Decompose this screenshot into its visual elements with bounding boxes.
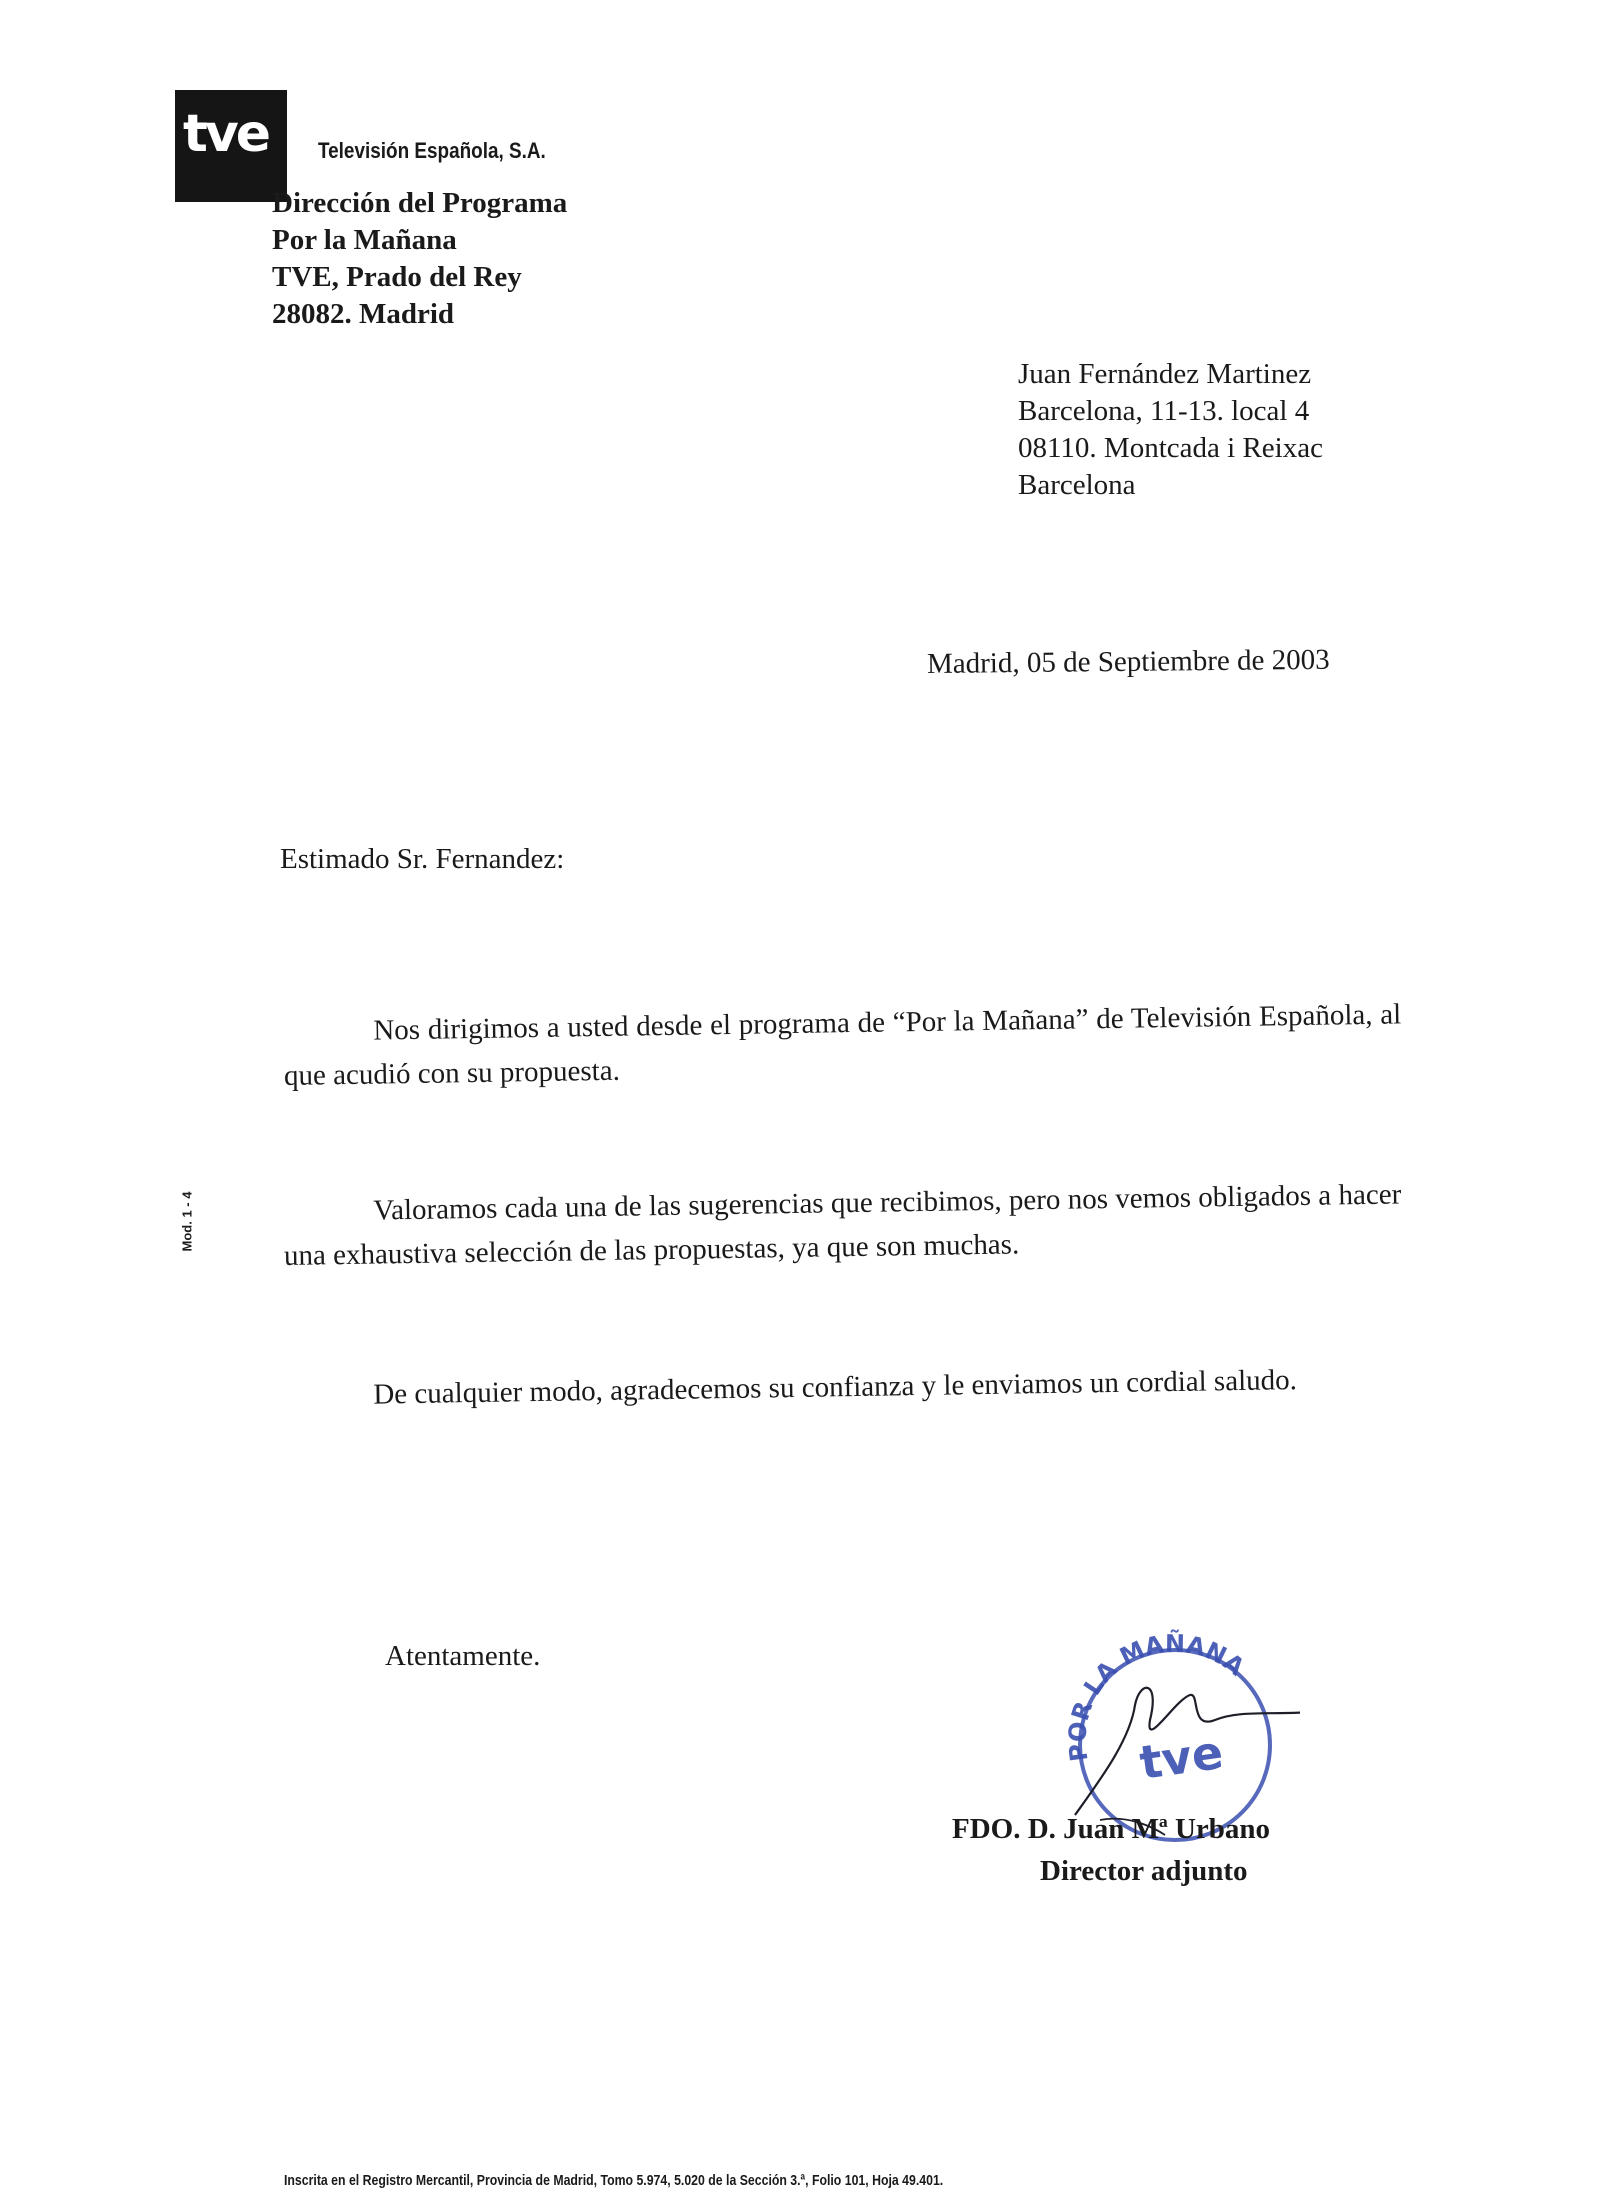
recipient-address bbox=[1018, 356, 1323, 504]
company-name: Televisión Española, S.A. bbox=[318, 138, 546, 163]
body-paragraph: Nos dirigimos a usted desde el programa de “Por la Mañana” de Televisión Española, al que acudió con su propuesta. bbox=[283, 998, 1402, 1092]
recipient-line: Barcelona bbox=[1018, 469, 1136, 501]
footer-registration: Inscrita en el Registro Mercantil, Provincia de Madrid, Tomo 5.974, 5.020 de la Sección 3.ª, Folio 101, Hoja 49.401. bbox=[284, 2172, 944, 2189]
tve-logo-text: tve bbox=[183, 104, 269, 164]
salutation: Estimado Sr. Fernandez: bbox=[280, 843, 565, 875]
recipient-line: Barcelona, 11-13. local 4 bbox=[1018, 395, 1310, 427]
signer-role: Director adjunto bbox=[1040, 1855, 1248, 1887]
form-code: Mod. 1 - 4 bbox=[179, 1191, 195, 1252]
recipient-line: Juan Fernández Martinez bbox=[1018, 358, 1312, 390]
sender-line: 28082. Madrid bbox=[272, 298, 455, 330]
sender-line: TVE, Prado del Rey bbox=[272, 261, 522, 293]
signer-name: FDO. D. Juan Mª Urbano bbox=[952, 1813, 1271, 1845]
signature-block bbox=[952, 1808, 1270, 1892]
body-paragraph: De cualquier modo, agradecemos su confianza y le enviamos un cordial saludo. bbox=[373, 1364, 1298, 1411]
closing: Atentamente. bbox=[385, 1640, 541, 1672]
tve-logo bbox=[175, 90, 287, 202]
stamp-center-text: tve bbox=[1136, 1724, 1227, 1790]
recipient-line: 08110. Montcada i Reixac bbox=[1018, 432, 1323, 464]
sender-line: Dirección del Programa bbox=[272, 187, 568, 219]
sender-address bbox=[272, 185, 567, 333]
body-paragraph: Valoramos cada una de las sugerencias que recibimos, pero nos vemos obligados a hacer una exhaustiva selección de las propuestas, ya que son muchas. bbox=[283, 1178, 1402, 1272]
letter-date: Madrid, 05 de Septiembre de 2003 bbox=[926, 643, 1330, 680]
stamp-ring-text: POR LA MAÑANA bbox=[1063, 1629, 1250, 1764]
sender-line: Por la Mañana bbox=[272, 224, 457, 256]
